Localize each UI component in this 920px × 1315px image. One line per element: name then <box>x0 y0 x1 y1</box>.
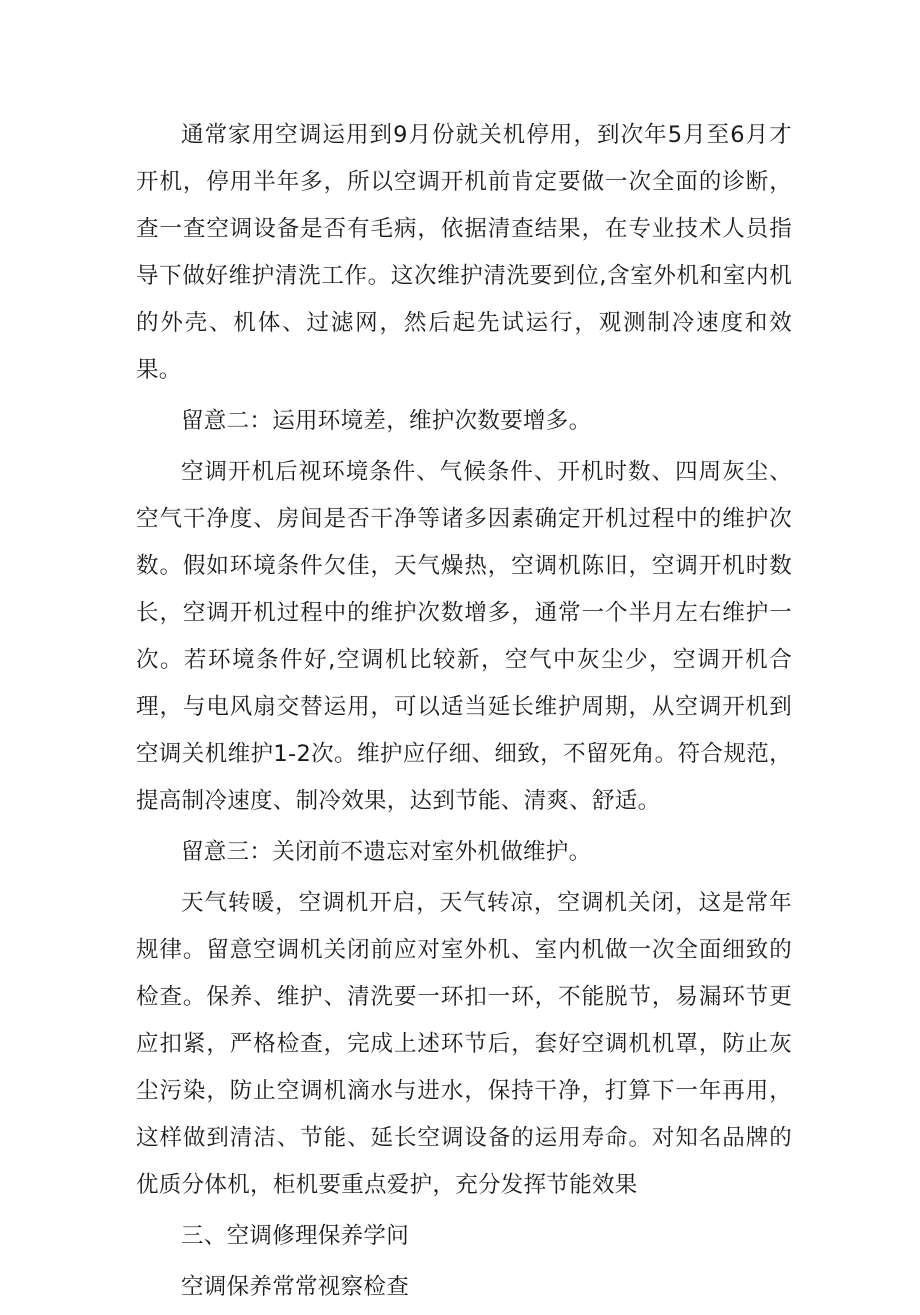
document-body <box>136 112 792 1315</box>
subsection-heading: 空调保养常常视察检查 <box>181 1274 410 1300</box>
note-three-heading: 留意三：关闭前不遗忘对室外机做维护。 <box>181 839 592 865</box>
paragraph-shutdown-maintenance: 天气转暖，空调机开启，天气转凉，空调机关闭，这是常年规律。留意空调机关闭前应对室外机、室内机做一次全面细致的检查。保养、维护、清洗要一环扣一环，不能脱节，易漏环节更应扣紧，严格检查，完成上述环节后，套好空调机机罩，防止灰尘污染，防止空调机滴水与进水，保持干净，打算下一年再用，这样做到清洁、节能、延长空调设备的运用寿命。对知名品牌的优质分体机，柜机要重点爱护，充分发挥节能效果 <box>136 890 792 1198</box>
paragraph-maintenance-intro: 通常家用空调运用到9月份就关机停用，到次年5月至6月才开机，停用半年多，所以空调开机前肯定要做一次全面的诊断，查一查空调设备是否有毛病，依据清查结果，在专业技术人员指导下做好维护清洗工作。这次维护清洗要到位,含室外机和室内机的外壳、机体、过滤网，然后起先试运行，观测制冷速度和效果。 <box>136 122 792 383</box>
section-three-heading: 三、空调修理保养学问 <box>181 1223 410 1249</box>
paragraph-maintenance-frequency: 空调开机后视环境条件、气候条件、开机时数、四周灰尘、空气干净度、房间是否干净等诸多因素确定开机过程中的维护次数。假如环境条件欠佳，天气燥热，空调机陈旧，空调开机时数长，空调开机过程中的维护次数增多，通常一个半月左右维护一次。若环境条件好,空调机比较新，空气中灰尘少，空调开机合理，与电风扇交替运用，可以适当延长维护周期，从空调开机到空调关机维护1-2次。维护应仔细、细致，不留死角。符合规范，提高制冷速度、制冷效果，达到节能、清爽、舒适。 <box>136 459 792 814</box>
note-two-heading: 留意二：运用环境差，维护次数要增多。 <box>181 408 592 434</box>
